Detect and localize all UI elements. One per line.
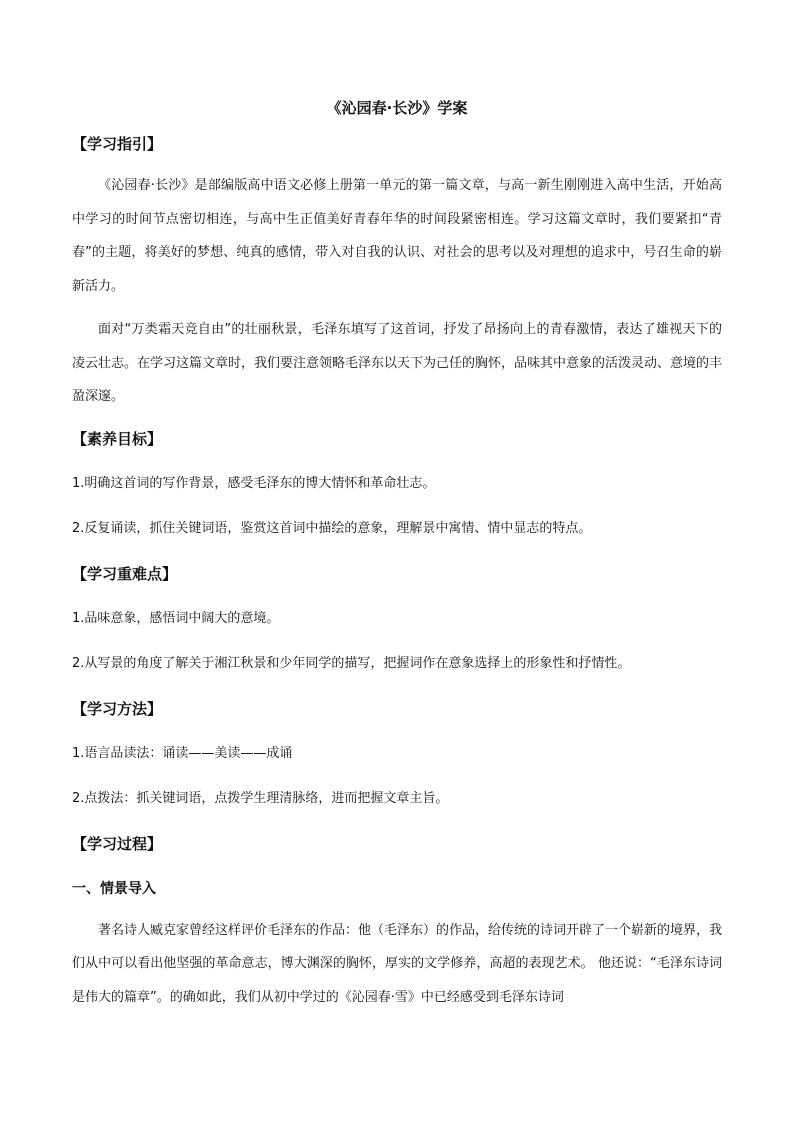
- section-heading-methods: 【学习方法】: [72, 699, 163, 718]
- spacer: [72, 303, 722, 313]
- spacer: [72, 544, 722, 559]
- spacer: [72, 679, 722, 694]
- document-title: 《沁园春·长沙》学案: [326, 99, 468, 117]
- keypoint-item: 2.从写景的角度了解关于湘江秋景和少年同学的描写，把握词作在意象选择上的形象性和抒情性。: [72, 655, 631, 671]
- spacer: [72, 414, 722, 424]
- guide-paragraph: 面对“万类霜天竞自由”的壮丽秋景，毛泽东填写了这首词，抒发了昂扬向上的青春激情，表达了雄视天下的凌云壮志。在学习这篇文章时，我们要注意领略毛泽东以天下为己任的胸怀，品味其中意象的活泼灵动、意境的丰盈深邃。: [72, 322, 723, 404]
- spacer: [72, 159, 722, 169]
- guide-paragraph: 《沁园春·长沙》是部编版高中语文必修上册第一单元的第一篇文章，与高一新生刚刚进入高中生活，开始高中学习的时间节点密切相连，与高中生正值美好青春年华的时间段紧密相连。学习这篇文章时，我们要紧扣“青春”的主题，将美好的梦想、纯真的感情，带入对自我的认识、对社会的思考以及对理想的追求中，号召生命的崭新活力。: [72, 178, 722, 294]
- goal-item: 1.明确这首词的写作背景，感受毛泽东的博大情怀和革命壮志。: [72, 475, 436, 491]
- keypoint-item: 1.品味意象，感悟词中阔大的意境。: [72, 610, 280, 626]
- method-item: 2.点拨法：抓关键词语，点拨学生理清脉络，进而把握文章主旨。: [72, 790, 449, 806]
- section-heading-goals: 【素养目标】: [72, 429, 163, 448]
- spacer: [72, 814, 722, 829]
- spacer: [72, 589, 722, 604]
- section-heading-keypoints: 【学习重难点】: [72, 564, 178, 583]
- section-heading-guide: 【学习指引】: [72, 135, 163, 153]
- intro-paragraph: 著名诗人臧克家曾经这样评价毛泽东的作品：他（毛泽东）的作品，给传统的诗词开辟了一个崭新的境界，我们从中可以看出他坚强的革命意志，博大渊深的胸怀，厚实的文学修养，高超的表现艺术。 他还说：“毛泽东诗词是伟大的篇章”。的确如此，我们从初中学过的《沁园春·雪》中已经感受到毛泽东诗词: [72, 922, 723, 1005]
- spacer: [72, 769, 722, 784]
- goal-item: 2.反复诵读，抓住关键词语，鉴赏这首词中描绘的意象，理解景中寓情、情中显志的特点。: [72, 520, 592, 536]
- spacer: [72, 634, 722, 649]
- spacer: [72, 454, 722, 469]
- spacer: [72, 859, 722, 874]
- spacer: [72, 724, 722, 739]
- spacer: [72, 904, 722, 914]
- section-heading-process: 【学习过程】: [72, 834, 163, 853]
- subsection-heading-intro: 一、情景导入: [72, 880, 156, 897]
- method-item: 1.语言品读法：诵读——美读——成诵: [72, 745, 293, 761]
- spacer: [72, 499, 722, 514]
